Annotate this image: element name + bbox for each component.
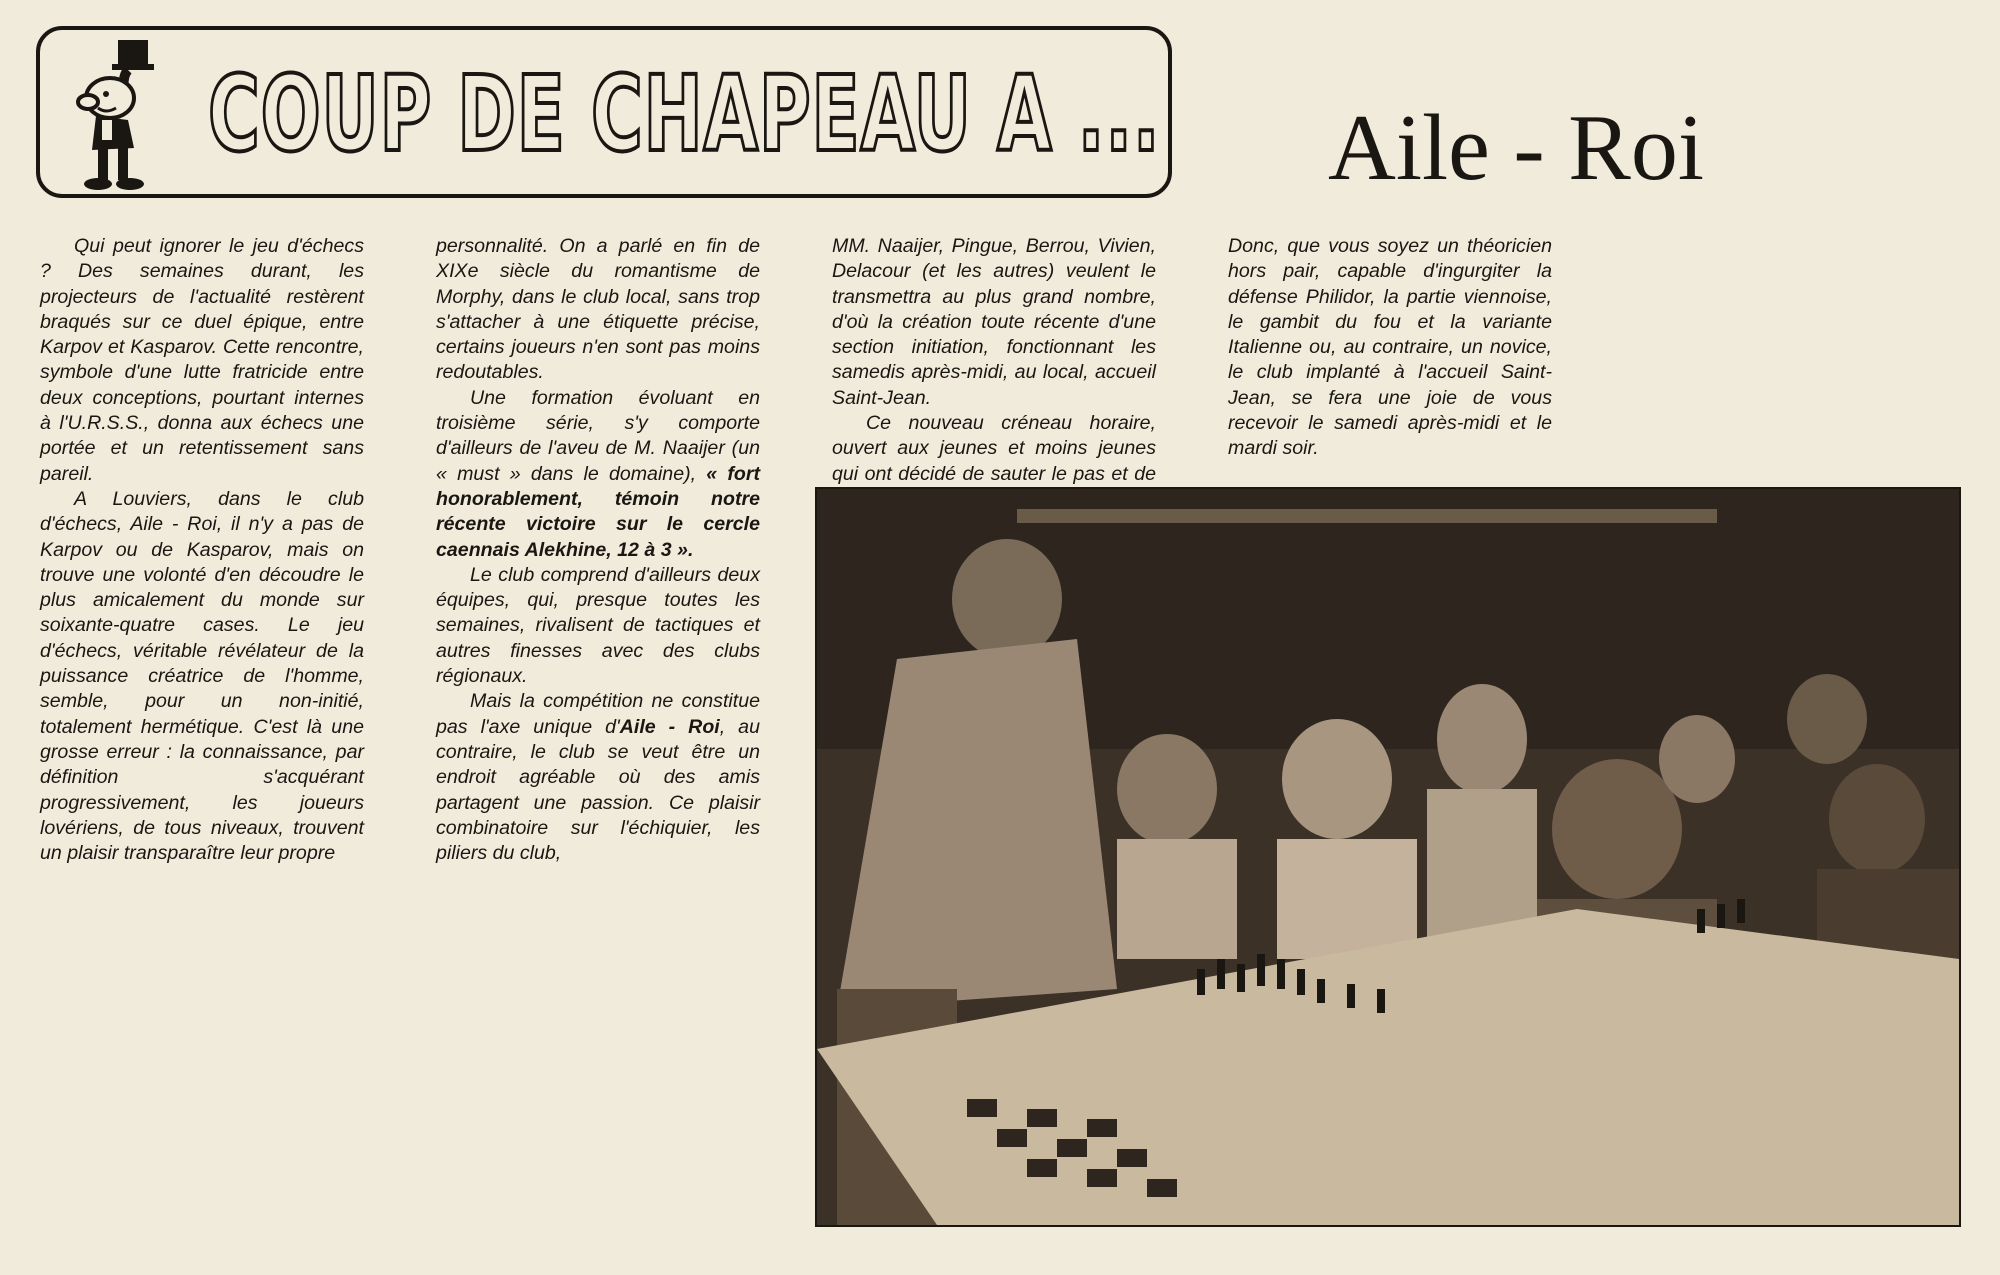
banner-box — [36, 26, 1172, 198]
text-column-2 — [436, 234, 760, 866]
paragraph: Ce nouveau créneau horaire, ouvert aux jeunes et moins jeunes qui ont décidé de sauter le pas et de — [832, 412, 1156, 485]
paragraph: personnalité. On a parlé en fin de XIXe siècle du romantisme de Morphy, dans le club local, sans trop s'attacher à une étiquette précise, certains joueurs n'en sont pas moins redoutables. — [436, 235, 760, 384]
article-headline: Aile - Roi — [1328, 96, 1704, 200]
quote-emphasis: « fort honorablement, témoin notre récente victoire sur le cercle caennais Alekhine, 12 à 3 ». — [436, 462, 761, 561]
paragraph: A Louviers, dans le club d'échecs, Aile - Roi, il n'y a pas de Karpov ou de Kasparov, mais on trouve une volonté d'en découdre le plus amicalement du monde sur soixante-quatre cases. Le jeu d'échecs, véritable révélateur de la puissance créatrice de l'homme, semble, pour un non-initié, totalement hermétique. C'est là une grosse erreur : la connaissance, par définition s'acquérant progressivement, les joueurs lovériens, de tous niveaux, trouvent un plaisir transparaître leur propre — [40, 487, 364, 865]
paragraph-text: , au contraire, le club se veut être un endroit agréable où des amis partagent une passion. Ce plaisir combinatoire sur l'échiquier, les piliers du club, — [436, 715, 760, 865]
club-name-emphasis: Aile - Roi — [619, 715, 720, 738]
paragraph: MM. Naaijer, Pingue, Berrou, Vivien, Delacour (et les autres) veulent le transmettra au plus grand nombre, d'où la création toute récente d'une section initiation, fonctionnant les samedis après-midi, au local, accueil Saint-Jean. — [832, 235, 1156, 409]
paragraph-text: Mais la compétition ne constitue pas l'axe unique d' — [436, 690, 760, 738]
hat-tipping-man-icon — [58, 36, 188, 196]
text-column-1 — [40, 234, 364, 866]
paragraph: Qui peut ignorer le jeu d'échecs ? Des semaines durant, les projecteurs de l'actualité restèrent braqués sur ce duel épique, entre Karpov et Kasparov. Cette rencontre, symbole d'une lutte fratricide entre deux conceptions, pourtant internes à l'U.R.S.S., donna aux échecs une portée et un retentissement sans pareil. — [40, 235, 364, 485]
banner-title: COUP DE CHAPEAU A ... — [208, 53, 1161, 175]
text-column-4 — [1228, 234, 1552, 462]
paragraph: Donc, que vous soyez un théoricien hors pair, capable d'ingurgiter la défense Philidor, la partie viennoise, le gambit du fou et la variante Italienne ou, au contraire, un novice, le club implanté à l'accueil Saint-Jean, se fera une joie de vous recevoir le samedi après-midi et le mardi soir. — [1228, 235, 1552, 460]
paragraph — [436, 386, 760, 563]
chess-club-photo — [815, 487, 1961, 1227]
chess-players-image — [817, 489, 1959, 1225]
paragraph-text: Une formation évoluant en troisième série, s'y comporte d'ailleurs de l'aveu de M. Naaijer (un « must » dans le domaine), — [436, 386, 760, 485]
paragraph — [436, 689, 760, 866]
paragraph: Le club comprend d'ailleurs deux équipes, qui, presque toutes les semaines, rivalisent de tactiques et autres finesses avec des clubs régionaux. — [436, 563, 760, 688]
